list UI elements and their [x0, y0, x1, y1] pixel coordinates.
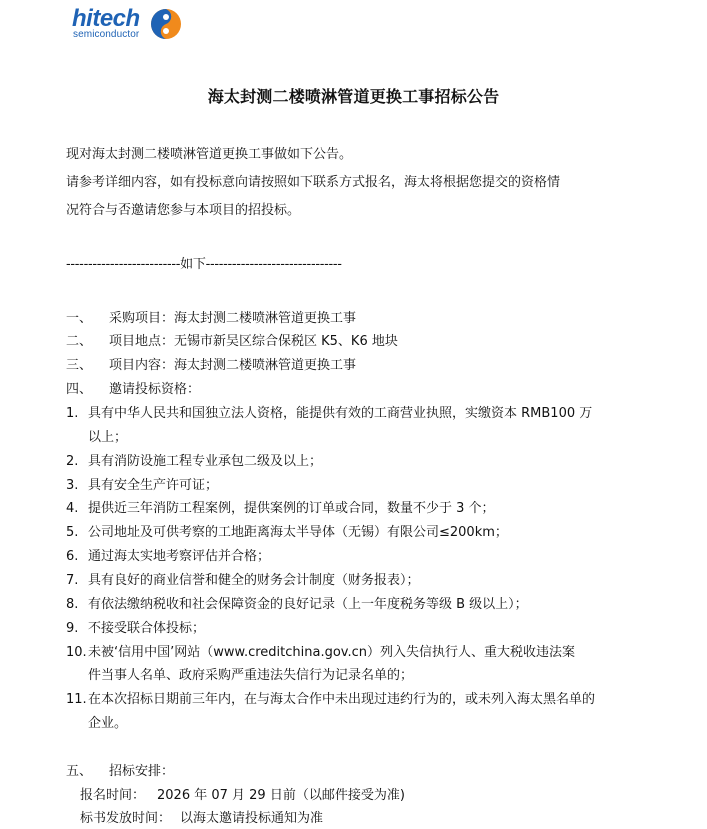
section-number: 三、 — [66, 358, 93, 373]
section-text: 项目地点：无锡市新吴区综合保税区 K5、K6 地块 — [109, 334, 398, 349]
qualification-text: 企业。 — [88, 716, 128, 731]
qualification-number: 8. — [66, 597, 79, 612]
qualification-text: 公司地址及可供考察的工地距离海太半导体（无锡）有限公司≤200km； — [88, 525, 508, 540]
intro-line: 现对海太封测二楼喷淋管道更换工事做如下公告。 — [66, 147, 353, 162]
qualification-text: 件当事人名单、政府采购严重违法失信行为记录名单的； — [88, 668, 414, 683]
section-number: 二、 — [66, 334, 93, 349]
section-text: 项目内容：海太封测二楼喷淋管道更换工事 — [109, 358, 357, 373]
logo-swirl-icon — [150, 8, 182, 40]
qualification-text: 有依法缴纳税收和社会保障资金的良好记录（上一年度税务等级 B 级以上）； — [88, 597, 528, 612]
qualification-text: 通过海太实地考察评估并合格； — [88, 549, 271, 564]
logo-wordmark: hitech — [72, 5, 140, 32]
qualification-text: 未被‘信用中国’网站（www.creditchina.gov.cn）列入失信执行人、重大税收违法案 — [88, 645, 576, 660]
qualification-number: 9. — [66, 621, 79, 636]
qualification-number: 2. — [66, 454, 79, 469]
qualification-text: 以上； — [88, 430, 128, 445]
intro-line: 请参考详细内容，如有投标意向请按照如下联系方式报名，海太将根据您提交的资格情 — [66, 175, 561, 190]
section-number: 四、 — [66, 382, 93, 397]
qualification-text: 在本次招标日期前三年内，在与海太合作中未出现过违约行为的，或未列入海太黑名单的 — [88, 692, 596, 707]
qualification-number: 11. — [66, 692, 87, 707]
qualification-text: 具有安全生产许可证； — [88, 478, 219, 493]
qualification-number: 10. — [66, 645, 87, 660]
arrangement-value: 2026 年 07 月 29 日前（以邮件接受为准) — [157, 788, 405, 803]
qualification-text: 具有消防设施工程专业承包二级及以上； — [88, 454, 323, 469]
qualification-text: 具有良好的商业信誉和健全的财务会计制度（财务报表）； — [88, 573, 420, 588]
qualification-number: 7. — [66, 573, 79, 588]
section-text: 采购项目：海太封测二楼喷淋管道更换工事 — [109, 311, 357, 326]
section-text: 招标安排： — [109, 764, 175, 779]
qualification-number: 4. — [66, 501, 79, 516]
section-divider: --------------------------如下------------------------------- — [66, 257, 342, 272]
qualification-text: 不接受联合体投标； — [88, 621, 206, 636]
intro-line: 况符合与否邀请您参与本项目的招投标。 — [66, 203, 301, 218]
qualification-number: 3. — [66, 478, 79, 493]
qualification-number: 1. — [66, 406, 79, 421]
qualification-number: 5. — [66, 525, 79, 540]
logo-subtitle: semiconductor — [73, 29, 140, 40]
company-logo — [72, 5, 184, 42]
arrangement-value: 以海太邀请投标通知为准 — [180, 811, 324, 826]
arrangement-label: 标书发放时间： — [80, 811, 172, 826]
qualification-text: 具有中华人民共和国独立法人资格，能提供有效的工商营业执照，实缴资本 RMB100 万 — [88, 406, 593, 421]
section-text: 邀请投标资格： — [109, 382, 201, 397]
qualification-number: 6. — [66, 549, 79, 564]
arrangement-label: 报名时间： — [80, 788, 146, 803]
section-number: 一、 — [66, 311, 93, 326]
qualification-text: 提供近三年消防工程案例，提供案例的订单或合同，数量不少于 3 个； — [88, 501, 495, 516]
document-title: 海太封测二楼喷淋管道更换工事招标公告 — [207, 87, 500, 106]
section-number: 五、 — [66, 764, 93, 779]
